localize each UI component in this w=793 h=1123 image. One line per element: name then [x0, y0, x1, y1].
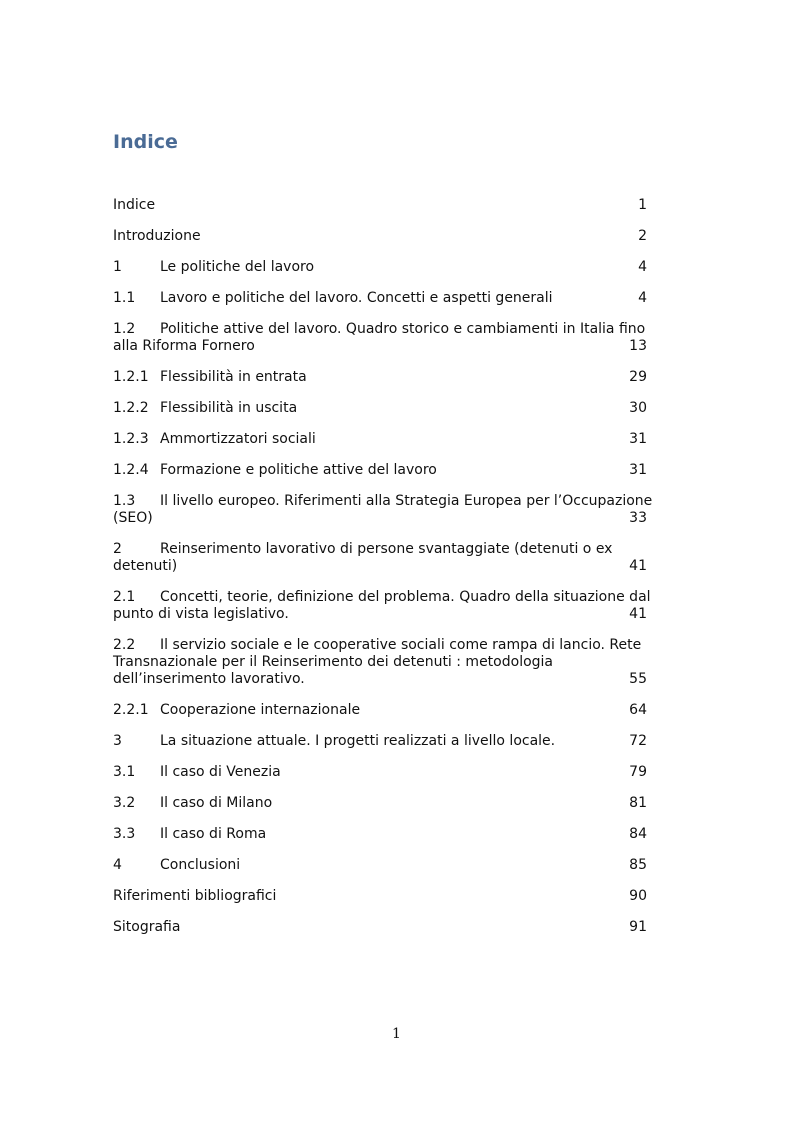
toc-entry-sitografia[interactable] — [113, 919, 665, 936]
toc-entry-page: 84 — [629, 826, 647, 842]
toc-entry-title: Il caso di Venezia — [160, 764, 281, 780]
toc-entry-page: 91 — [629, 919, 647, 935]
toc-entry-title: La situazione attuale. I progetti realizzati a livello locale. — [160, 733, 556, 749]
toc-entry-1-2-3[interactable] — [113, 431, 665, 448]
page-number: 1 — [392, 1026, 401, 1042]
toc-entry-title: Flessibilità in uscita — [160, 400, 298, 416]
toc-entry-page: 64 — [629, 702, 647, 718]
toc-entry-number: 3.1 — [113, 764, 136, 780]
toc-entry-number: 3.2 — [113, 795, 136, 811]
toc-entry-page: 30 — [629, 400, 647, 416]
toc-entry-page: 31 — [629, 462, 647, 478]
toc-entry-number: 2.2.1 — [113, 702, 149, 718]
toc-entry-title: Le politiche del lavoro — [160, 259, 315, 275]
toc-entry-title: Il servizio sociale e le cooperative sociali come rampa di lancio. Rete Transnazionale per il Reinserimento dei detenuti : metodologia dell’inserimento lavorativo. — [113, 637, 642, 687]
toc-entry-title: Il caso di Milano — [160, 795, 273, 811]
toc-entry-4[interactable] — [113, 857, 665, 874]
toc-entry-2[interactable] — [113, 541, 665, 575]
toc-entry-title: Concetti, teorie, definizione del problema. Quadro della situazione dal punto di vista legislativo. — [113, 589, 651, 622]
toc-entry-page: 79 — [629, 764, 647, 780]
toc-entry-number: 1.3 — [113, 493, 136, 509]
toc-entry-3-3[interactable] — [113, 826, 665, 843]
page-title: Indice — [113, 131, 178, 153]
toc-entry-number: 2 — [113, 541, 122, 557]
toc-entry-introduzione[interactable] — [113, 228, 665, 245]
toc-entry-title: Il livello europeo. Riferimenti alla Strategia Europea per l’Occupazione (SEO) — [113, 493, 653, 526]
toc-entry-title: Indice — [113, 197, 156, 213]
toc-entry-page: 41 — [629, 558, 647, 574]
toc-entry-1-3[interactable] — [113, 493, 665, 527]
toc-entry-2-1[interactable] — [113, 589, 665, 623]
toc-entry-page: 33 — [629, 510, 647, 526]
toc-entry-page: 2 — [638, 228, 647, 244]
toc-entry-page: 55 — [629, 671, 647, 687]
toc-entry-page: 4 — [638, 259, 647, 275]
toc-entry-number: 2.1 — [113, 589, 136, 605]
toc-entry-title: Reinserimento lavorativo di persone svantaggiate (detenuti o ex detenuti) — [113, 541, 613, 574]
toc-entry-title: Cooperazione internazionale — [160, 702, 361, 718]
toc-entry-page: 81 — [629, 795, 647, 811]
toc-entry-title: Sitografia — [113, 919, 181, 935]
toc-entry-3[interactable] — [113, 733, 665, 750]
toc-entry-page: 31 — [629, 431, 647, 447]
toc-entry-title: Riferimenti bibliografici — [113, 888, 277, 904]
toc-entry-title: Introduzione — [113, 228, 201, 244]
toc-entry-title: Il caso di Roma — [160, 826, 267, 842]
toc-entry-number: 1.2 — [113, 321, 136, 337]
toc-entry-indice[interactable] — [113, 197, 665, 214]
toc-entry-riferimenti[interactable] — [113, 888, 665, 905]
toc-entry-page: 29 — [629, 369, 647, 385]
toc-entry-3-2[interactable] — [113, 795, 665, 812]
toc-entry-2-2-1[interactable] — [113, 702, 665, 719]
toc-entry-1-1[interactable] — [113, 290, 665, 307]
toc-entry-title: Politiche attive del lavoro. Quadro storico e cambiamenti in Italia fino alla Riforma Fornero — [113, 321, 646, 354]
toc-entry-title: Conclusioni — [160, 857, 241, 873]
toc-entry-number: 1.2.1 — [113, 369, 149, 385]
toc-entry-number: 2.2 — [113, 637, 136, 653]
toc-entry-title: Ammortizzatori sociali — [160, 431, 316, 447]
toc-entry-page: 1 — [638, 197, 647, 213]
toc-entry-1-2-2[interactable] — [113, 400, 665, 417]
toc-entry-page: 4 — [638, 290, 647, 306]
toc-entry-page: 85 — [629, 857, 647, 873]
toc-entry-1[interactable] — [113, 259, 665, 276]
toc-entry-title: Formazione e politiche attive del lavoro — [160, 462, 437, 478]
toc-entry-page: 13 — [629, 338, 647, 354]
toc-entry-number: 1.1 — [113, 290, 136, 306]
table-of-contents — [113, 197, 665, 950]
toc-entry-page: 41 — [629, 606, 647, 622]
toc-entry-page: 72 — [629, 733, 647, 749]
toc-entry-3-1[interactable] — [113, 764, 665, 781]
toc-entry-number: 3 — [113, 733, 122, 749]
toc-entry-number: 1.2.4 — [113, 462, 149, 478]
toc-entry-number: 1.2.2 — [113, 400, 149, 416]
toc-entry-title: Flessibilità in entrata — [160, 369, 307, 385]
toc-entry-1-2[interactable] — [113, 321, 665, 355]
toc-entry-number: 3.3 — [113, 826, 136, 842]
toc-entry-1-2-4[interactable] — [113, 462, 665, 479]
toc-entry-number: 4 — [113, 857, 122, 873]
toc-entry-1-2-1[interactable] — [113, 369, 665, 386]
toc-entry-number: 1 — [113, 259, 122, 275]
toc-entry-2-2[interactable] — [113, 637, 665, 688]
toc-entry-number: 1.2.3 — [113, 431, 149, 447]
toc-entry-page: 90 — [629, 888, 647, 904]
toc-entry-title: Lavoro e politiche del lavoro. Concetti e aspetti generali — [160, 290, 553, 306]
